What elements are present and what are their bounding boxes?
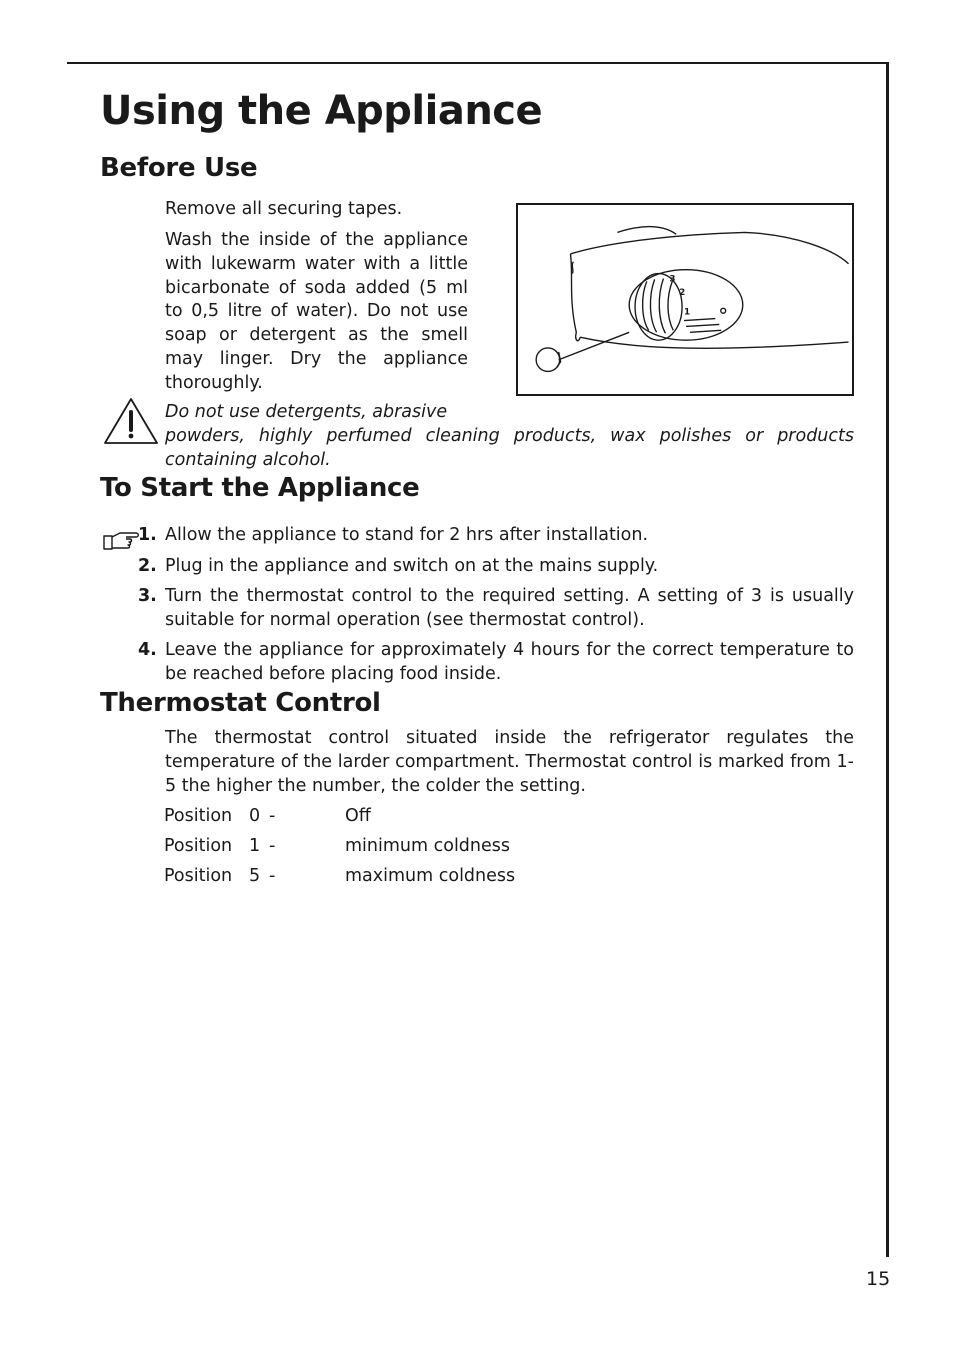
before-use-para-1: Remove all securing tapes.	[165, 199, 403, 219]
dial-label-1: 1	[684, 307, 691, 318]
thermostat-para: The thermostat control situated inside the refrigerator regulates the temperature of the larder compartment. Thermostat control is marked from 1-5 the higher the number, the colder the setting.	[165, 728, 854, 796]
list-item: 1. Allow the appliance to stand for 2 hrs after installation.	[138, 525, 649, 545]
thermostat-figure	[516, 203, 854, 396]
dial-label-3: 3	[669, 274, 676, 285]
start-steps-list	[138, 524, 854, 693]
section-heading-thermostat: Thermostat Control	[100, 688, 381, 718]
pointing-hand-icon	[102, 527, 142, 551]
dial-label-2: 2	[679, 288, 686, 299]
top-rule	[67, 62, 889, 64]
thermostat-illustration	[518, 205, 852, 394]
warning-text-line-2: powders, highly perfumed cleaning products, wax polishes or products containing alcohol.	[165, 426, 854, 470]
warning-icon	[102, 396, 160, 446]
page-title: Using the Appliance	[100, 88, 543, 134]
before-use-para-2: Wash the inside of the appliance with lukewarm water with a little bicarbonate of soda added (5 ml to 0,5 litre of water). Do not use soap or detergent as the smell may linger. Dry the appliance thoroughly.	[165, 230, 468, 393]
page-number: 15	[866, 1268, 891, 1290]
list-item: 2. Plug in the appliance and switch on at the mains supply.	[138, 555, 659, 576]
warning-text-line-1: Do not use detergents, abrasive	[165, 402, 448, 422]
section-heading-start: To Start the Appliance	[100, 473, 420, 503]
section-heading-before-use: Before Use	[100, 153, 258, 183]
list-item: 3. Turn the thermostat control to the required setting. A setting of 3 is usually suitable for normal operation (see thermostat control).	[138, 586, 854, 630]
right-rule	[886, 62, 889, 1257]
list-item: 4. Leave the appliance for approximately 4 hours for the correct temperature to be reached before placing food inside.	[138, 640, 854, 684]
